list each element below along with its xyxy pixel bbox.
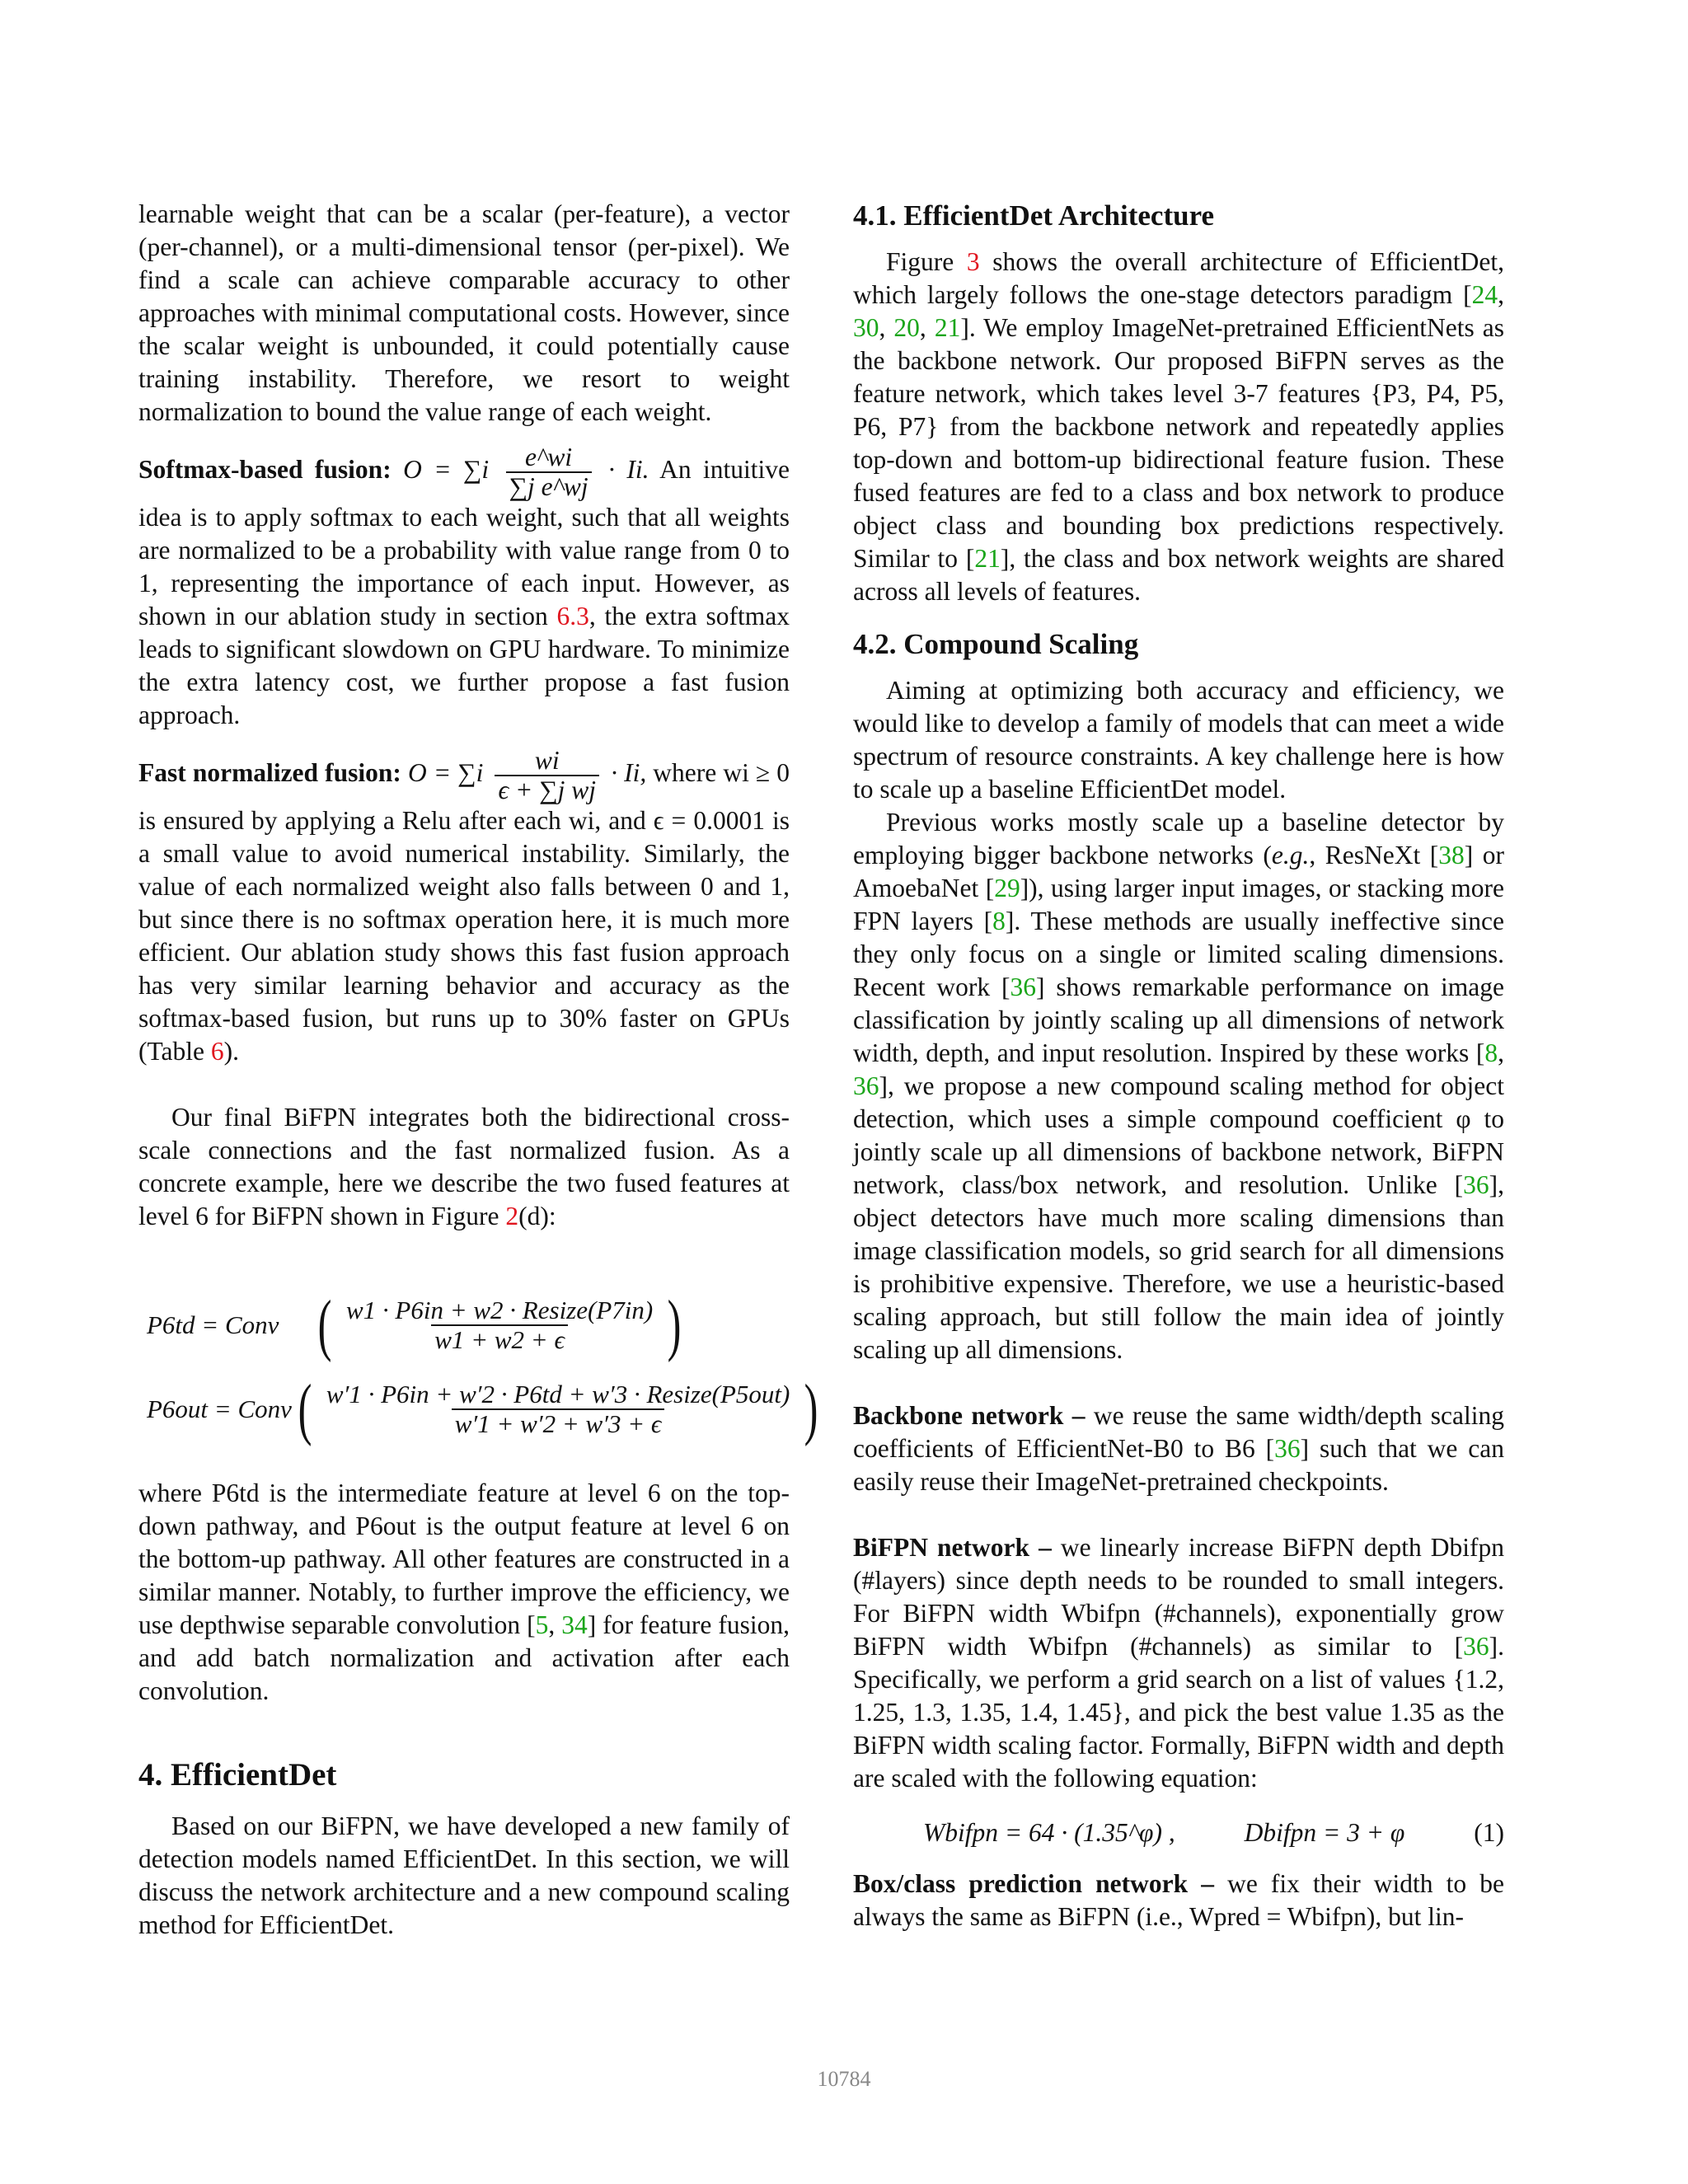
softmax-eq-pre: O = ∑i	[403, 455, 490, 485]
ref-21[interactable]: 21	[934, 313, 961, 342]
eq1-width: Wbifpn = 64 · (1.35^φ) ,	[923, 1818, 1175, 1847]
fast-text-b: ).	[223, 1037, 239, 1066]
softmax-fraction	[506, 443, 592, 501]
fast-denominator: ϵ + ∑j wj	[495, 775, 599, 804]
paragraph-backbone-network	[853, 1399, 1504, 1498]
equation-1	[853, 1816, 1504, 1849]
section-4-2-heading: 4.2. Compound Scaling	[853, 628, 1139, 660]
arch-text-d: ], the class and box network weights are shared across all levels of features.	[853, 544, 1504, 606]
ref-figure-2[interactable]: 2	[505, 1202, 519, 1230]
ref-34[interactable]: 34	[561, 1610, 588, 1639]
eq-out-denominator: w′1 + w′2 + w′3 + ϵ	[452, 1408, 665, 1438]
ref-30[interactable]: 30	[853, 313, 879, 342]
eq-out-fraction	[323, 1380, 793, 1438]
bifpn-text-a: we linearly increase BiFPN depth Dbifpn (#layers) since depth needs to be rounded to small integers. For BiFPN width Wbifpn (#channels), exponentially grow BiFPN width Wbifpn (#channels) as similar to [	[853, 1533, 1504, 1661]
ref-figure-3[interactable]: 3	[966, 247, 980, 276]
paragraph-architecture: Figure 3 shows the overall architecture of EfficientDet, which largely follows the one-stage detectors paradigm [24, 30, 20, 21]. We employ ImageNet-pretrained EfficientNets as the backbone network. Our proposed BiFPN serves as the feature network, which takes level 3-7 features {P3, P4, P5, P6, P7} from the backbone network and repeatedly applies top-down and bottom-up bidirectional feature fusion. These fused features are fed to a class and box network to produce object class and bounding box predictions respectively. Similar to [21], the class and box network weights are shared across all levels of features.	[853, 247, 1505, 606]
bifpn-text-b: ]. Specifically, we perform a grid search on a list of values {1.2, 1.25, 1.3, 1.35, 1.4, 1.45}, and pick the best value 1.35 as the BiFPN width scaling factor. Formally, BiFPN width and depth are scaled with the following equation:	[853, 1632, 1504, 1793]
paragraph-previous-works	[853, 806, 1504, 1366]
paragraph-final-bifpn	[138, 1101, 790, 1233]
fast-fraction	[495, 747, 599, 804]
right-column	[853, 198, 1504, 1933]
paragraph-where	[138, 1477, 790, 1708]
ref-20[interactable]: 20	[893, 313, 920, 342]
softmax-eq-post: · Ii.	[608, 455, 649, 485]
paragraph-bifpn-network	[853, 1531, 1504, 1795]
eq-td-numerator: w1 · P6in + w2 · Resize(P7in)	[345, 1296, 654, 1324]
paragraph-softmax-fusion	[138, 443, 790, 732]
prev-text-e: ]. These methods are usually ineffective since they only focus on a single or limited scaling dimensions. Recent work [	[853, 907, 1504, 1001]
final-text-a: Our final BiFPN integrates both the bidirectional cross-scale connections and the fast normalized fusion. As a concrete example, here we describe the two fused features at level 6 for BiFPN shown in Figure	[138, 1103, 790, 1230]
softmax-text-b: , the extra softmax leads to significant slowdown on GPU hardware. To minimize the extra latency cost, we further propose a fast fusion approach.	[138, 602, 790, 729]
where-text-a: where P6td is the intermediate feature at level 6 on the top-down pathway, and P6out is the output feature at level 6 on the bottom-up pathway. All other features are constructed in a similar manner. Notably, to further improve the efficiency, we use depthwise separable convolution [	[138, 1479, 790, 1639]
eq-out-lhs: P6out = Conv	[147, 1394, 292, 1423]
prev-text-h: ], object detectors have much more scaling dimensions than image classification models, so grid search for all dimensions is prohibitive expensive. Therefore, we use a heuristic-based scaling approach, but still follow the main idea of jointly scaling up all dimensions.	[853, 1170, 1504, 1364]
ref-29[interactable]: 29	[994, 874, 1020, 902]
softmax-numerator: e^wi	[525, 443, 573, 471]
ref-5[interactable]: 5	[535, 1610, 549, 1639]
bifpn-title: BiFPN network –	[853, 1533, 1052, 1562]
bifpn-equations	[147, 1286, 818, 1447]
where-text-b: ] for feature fusion, and add batch normalization and activation after each convolution.	[138, 1610, 790, 1705]
eq-td-lhs: P6td = Conv	[147, 1310, 279, 1339]
eq1-label: (1)	[1474, 1818, 1504, 1847]
prev-sep: ,	[1498, 1038, 1504, 1067]
paragraph-weight-normalization: learnable weight that can be a scalar (per-feature), a vector (per-channel), or a multi-dimensional tensor (per-pixel). We find a scale can achieve comparable accuracy to other approaches with minimal computational costs. However, since the scalar weight is unbounded, it could potentially cause training instability. Therefore, we resort to weight normalization to bound the value range of each weight.	[138, 199, 790, 426]
arch-text-c: ]. We employ ImageNet-pretrained EfficientNets as the backbone network. Our proposed BiFPN serves as the feature network, which takes level 3-7 features {P3, P4, P5, P6, P7} from the backbone network and repeatedly applies top-down and bottom-up bidirectional feature fusion. These fused features are fed to a class and box network to produce object class and bounding box predictions respectively. Similar to [	[853, 313, 1504, 573]
left-column	[138, 198, 818, 1942]
fast-eq-pre: O = ∑i	[408, 758, 484, 788]
ref-38[interactable]: 38	[1438, 841, 1465, 869]
eq-td-denominator: w1 + w2 + ϵ	[431, 1324, 568, 1354]
prev-text-b: , ResNeXt [	[1309, 841, 1439, 869]
fast-eq-post: · Ii,	[611, 758, 647, 788]
paragraph-fast-fusion	[138, 747, 790, 1068]
eq1-depth: Dbifpn = 3 + φ	[1244, 1818, 1405, 1847]
ref-36[interactable]: 36	[1010, 972, 1036, 1001]
where-sep: ,	[548, 1610, 562, 1639]
softmax-text-a: An intuitive idea is to apply softmax to each weight, such that all weights are normalized to be a probability with value range from 0 to 1, representing the importance of each input. However, as shown in our ablation study in section	[138, 455, 790, 630]
ref-36-d[interactable]: 36	[1274, 1434, 1301, 1463]
box-text-a: we fix their width to be always the same as BiFPN (i.e., Wpred = Wbifpn), but lin-	[853, 1869, 1504, 1931]
fast-numerator: wi	[534, 746, 560, 775]
prev-text-c: ] or AmoebaNet [	[853, 841, 1504, 902]
page-number: 10784	[817, 2067, 871, 2091]
ref-8-b[interactable]: 8	[1484, 1038, 1498, 1067]
ref-36-b[interactable]: 36	[853, 1071, 879, 1100]
ref-24[interactable]: 24	[1471, 280, 1498, 309]
arch-text-a: Figure	[886, 247, 967, 276]
equation-p6-td: P6td = Conv ( $\frac{\text{w1 · P6in + w2 · Resize(P7in)}}{w1 + w2 + \epsilon}$ )	[147, 1286, 682, 1363]
prev-text-g: ], we propose a new compound scaling method for object detection, which uses a simple compound coefficient φ to jointly scale up all dimensions of backbone network, BiFPN network, class/box network, and resolution. Unlike [	[853, 1071, 1504, 1199]
prev-eg: e.g.	[1271, 841, 1310, 869]
backbone-text-b: ] such that we can easily reuse their ImageNet-pretrained checkpoints.	[853, 1434, 1504, 1496]
box-title: Box/class prediction network –	[853, 1869, 1214, 1898]
paragraph-box-class-network	[853, 1868, 1504, 1933]
eq-td-fraction	[343, 1296, 656, 1354]
prev-text-f: ] shows remarkable performance on image classification by jointly scaling up all dimensions of network width, depth, and input resolution. Inspired by these works [	[853, 972, 1504, 1067]
backbone-title: Backbone network –	[853, 1401, 1085, 1430]
fast-text-a: where wi ≥ 0 is ensured by applying a Relu after each wi, and ϵ = 0.0001 is a small value to avoid numerical instability. Similarly, the value of each normalized weight also falls between 0 and 1, but since there is no softmax operation here, it is much more efficient. Our ablation study shows this fast fusion approach has very similar learning behavior and accuracy as the softmax-based fusion, but runs up to 30% faster on GPUs (Table	[138, 758, 790, 1066]
paragraph-compound-scaling-intro: Aiming at optimizing both accuracy and efficiency, we would like to develop a family of models that can meet a wide spectrum of resource constraints. A key challenge here is how to scale up a baseline EfficientDet model.	[853, 676, 1504, 804]
ref-table-6[interactable]: 6	[210, 1037, 224, 1066]
eq-out-numerator: w′1 · P6in + w′2 · P6td + w′3 · Resize(P5out)	[326, 1380, 790, 1408]
ref-21-b[interactable]: 21	[974, 544, 1001, 573]
ref-36-e[interactable]: 36	[1463, 1632, 1489, 1661]
backbone-text-a: we reuse the same width/depth scaling coefficients of EfficientNet-B0 to B6 [	[853, 1401, 1504, 1463]
softmax-denominator: ∑j e^wj	[506, 471, 592, 501]
prev-text-d: ]), using larger input images, or stacking more FPN layers [	[853, 874, 1504, 935]
ref-36-c[interactable]: 36	[1463, 1170, 1489, 1199]
section-4-1-heading: 4.1. EfficientDet Architecture	[853, 199, 1215, 232]
final-text-b: (d):	[518, 1202, 556, 1230]
prev-text-a: Previous works mostly scale up a baseline detector by employing bigger backbone networks (	[853, 808, 1504, 869]
ref-8[interactable]: 8	[992, 907, 1006, 935]
softmax-fusion-title: Softmax-based fusion:	[138, 455, 392, 485]
ref-section-6-3[interactable]: 6.3	[556, 602, 589, 630]
arch-text-b: shows the overall architecture of EfficientDet, which largely follows the one-stage detectors paradigm [	[853, 247, 1505, 309]
paragraph-section-4-intro: Based on our BiFPN, we have developed a new family of detection models named EfficientDet. In this section, we will discuss the network architecture and a new compound scaling method for EfficientDet.	[138, 1811, 790, 1939]
fast-fusion-title: Fast normalized fusion:	[138, 758, 401, 788]
equation-p6-out: P6out = Conv ( $\frac{\text{w′1 · P6in + w′2 · P6td + w′3 · Resize(P5out)}}{w'1 + w'2 + w'3 + \epsilon}$ )	[147, 1371, 818, 1447]
section-4-heading: 4. EfficientDet	[138, 1757, 337, 1793]
